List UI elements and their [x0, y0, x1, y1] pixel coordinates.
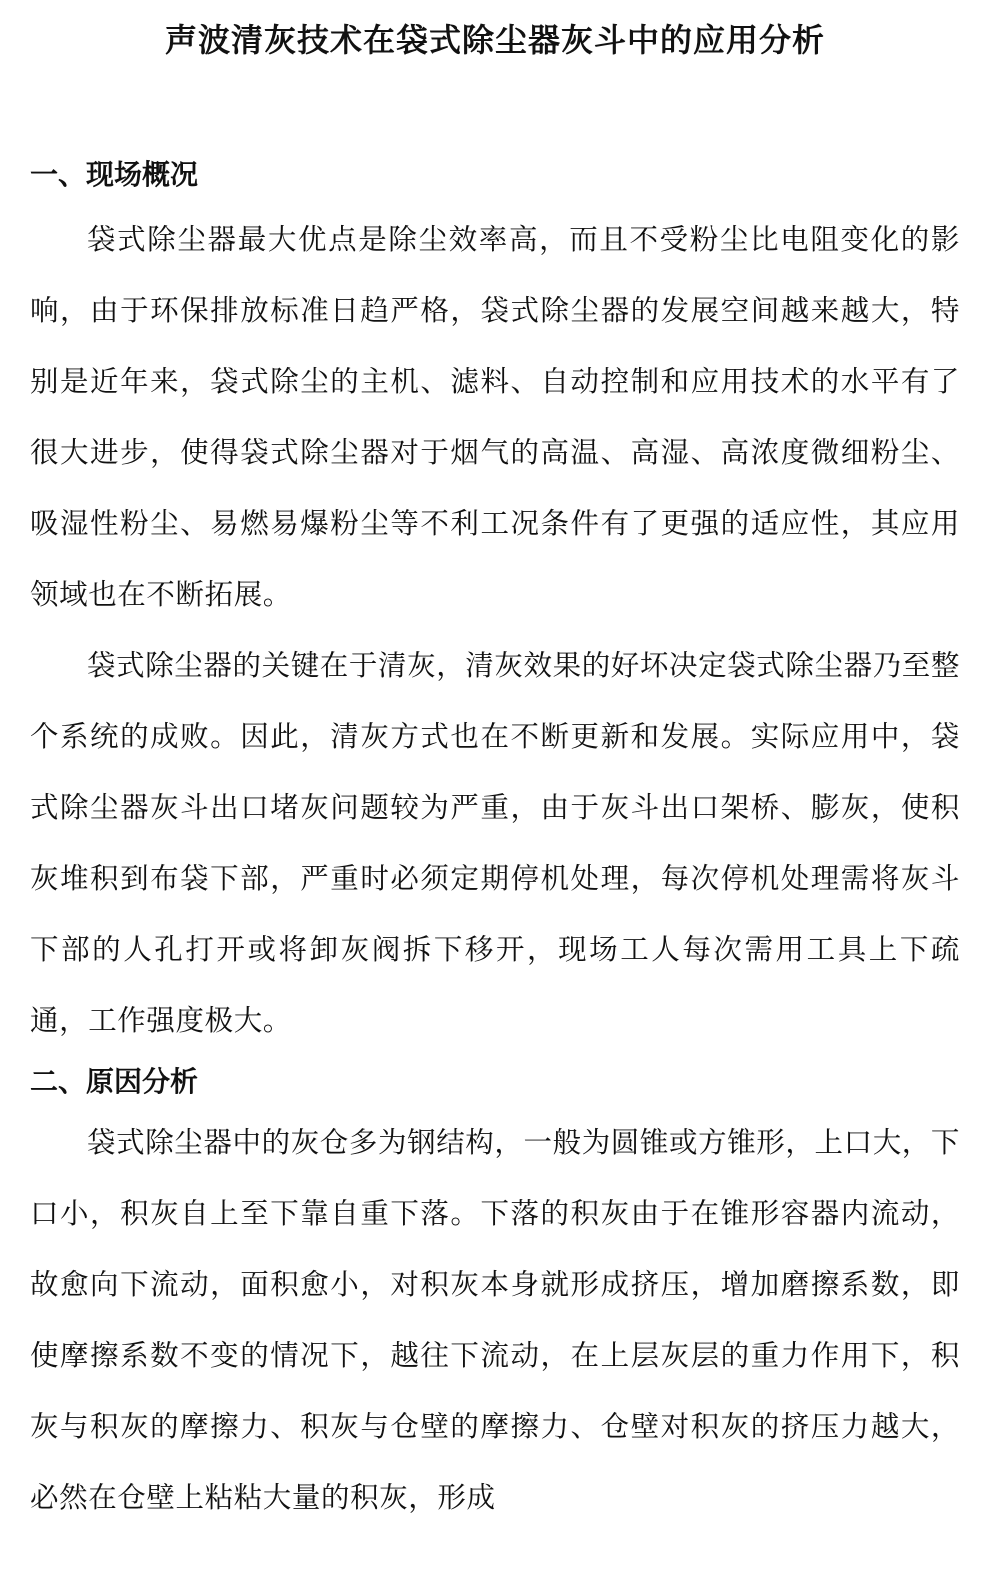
paragraph: 袋式除尘器最大优点是除尘效率高，而且不受粉尘比电阻变化的影响，由于环保排放标准日趋严格，袋式除尘器的发展空间越来越大，特别是近年来，袋式除尘的主机、滤料、自动控制和应用技术的水平有了很大进步，使得袋式除尘器对于烟气的高温、高湿、高浓度微细粉尘、吸湿性粉尘、易燃易爆粉尘等不利工况条件有了更强的适应性，其应用领域也在不断拓展。: [30, 223, 960, 611]
document-title: 声波清灰技术在袋式除尘器灰斗中的应用分析: [164, 21, 825, 59]
document-page: [30, 0, 960, 1533]
section-heading-overview: 一、现场概况: [30, 158, 199, 191]
paragraph: 袋式除尘器中的灰仓多为钢结构，一般为圆锥或方锥形，上口大，下口小，积灰自上至下靠自重下落。下落的积灰由于在锥形容器内流动，故愈向下流动，面积愈小，对积灰本身就形成挤压，增加磨擦系数，即使摩擦系数不变的情况下，越往下流动，在上层灰层的重力作用下，积灰与积灰的摩擦力、积灰与仓壁的摩擦力、仓壁对积灰的挤压力越大，必然在仓壁上粘粘大量的积灰，形成: [30, 1126, 961, 1514]
section-heading-cause-analysis: 二、原因分析: [30, 1065, 199, 1098]
paragraph: 袋式除尘器的关键在于清灰，清灰效果的好坏决定袋式除尘器乃至整个系统的成败。因此，清灰方式也在不断更新和发展。实际应用中，袋式除尘器灰斗出口堵灰问题较为严重，由于灰斗出口架桥、膨灰，使积灰堆积到布袋下部，严重时必须定期停机处理，每次停机处理需将灰斗下部的人孔打开或将卸灰阀拆下移开，现场工人每次需用工具上下疏通，工作强度极大。: [30, 649, 961, 1037]
